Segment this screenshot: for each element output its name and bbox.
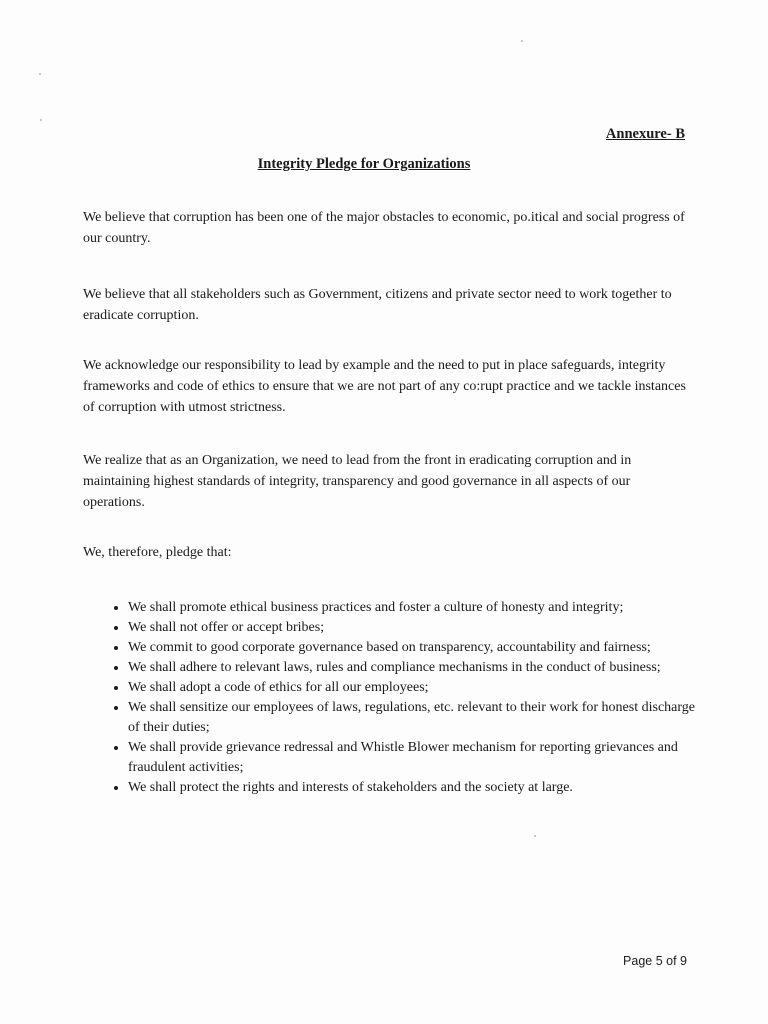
scan-speck — [534, 835, 536, 837]
scan-speck — [39, 73, 41, 75]
pledge-item-no-bribes: • We shall not offer or accept bribes; — [128, 618, 708, 638]
pledge-item-stakeholder-rights: • We shall protect the rights and interests of stakeholders and the society at large. — [128, 778, 708, 798]
pledge-item-laws-compliance: • We shall adhere to relevant laws, rules and compliance mechanisms in the conduct of business; — [128, 658, 708, 678]
paragraph-corruption-obstacles: We believe that corruption has been one of the major obstacles to economic, po.itical and social progress of our country. — [83, 210, 685, 246]
page-number: Page 5 of 9 — [623, 954, 687, 968]
annexure-label: Annexure- B — [605, 126, 685, 142]
paragraph-pledge-intro: We, therefore, pledge that: — [83, 545, 232, 560]
paragraph-organization-lead: We realize that as an Organization, we need to lead from the front in eradicating corruption and in maintaining highest standards of integrity, transparency and good governance in all aspects of our operations. — [83, 453, 632, 510]
scan-speck — [521, 40, 523, 42]
paragraph-stakeholders: We believe that all stakeholders such as Government, citizens and private sector need to work together to eradicate corruption. — [83, 287, 672, 323]
pledge-item-governance: • We commit to good corporate governance based on transparency, accountability and fairness; — [128, 638, 708, 658]
document-title: Integrity Pledge for Organizations — [257, 156, 471, 172]
scan-speck — [40, 119, 42, 121]
pledge-list — [107, 598, 708, 798]
pledge-item-ethical-practices: • We shall promote ethical business practices and foster a culture of honesty and integrity; — [128, 598, 708, 618]
pledge-item-sensitize-employees: • We shall sensitize our employees of laws, regulations, etc. relevant to their work for honest discharge of their duties; — [128, 698, 708, 738]
pledge-item-code-of-ethics: • We shall adopt a code of ethics for all our employees; — [128, 678, 708, 698]
paragraph-responsibility: We acknowledge our responsibility to lead by example and the need to put in place safeguards, integrity frameworks and code of ethics to ensure that we are not part of any co:rupt practice and we tackle instances of corruption with utmost strictness. — [83, 358, 686, 415]
pledge-item-grievance-mechanism: • We shall provide grievance redressal and Whistle Blower mechanism for reporting grievances and fraudulent activities; — [128, 738, 708, 778]
